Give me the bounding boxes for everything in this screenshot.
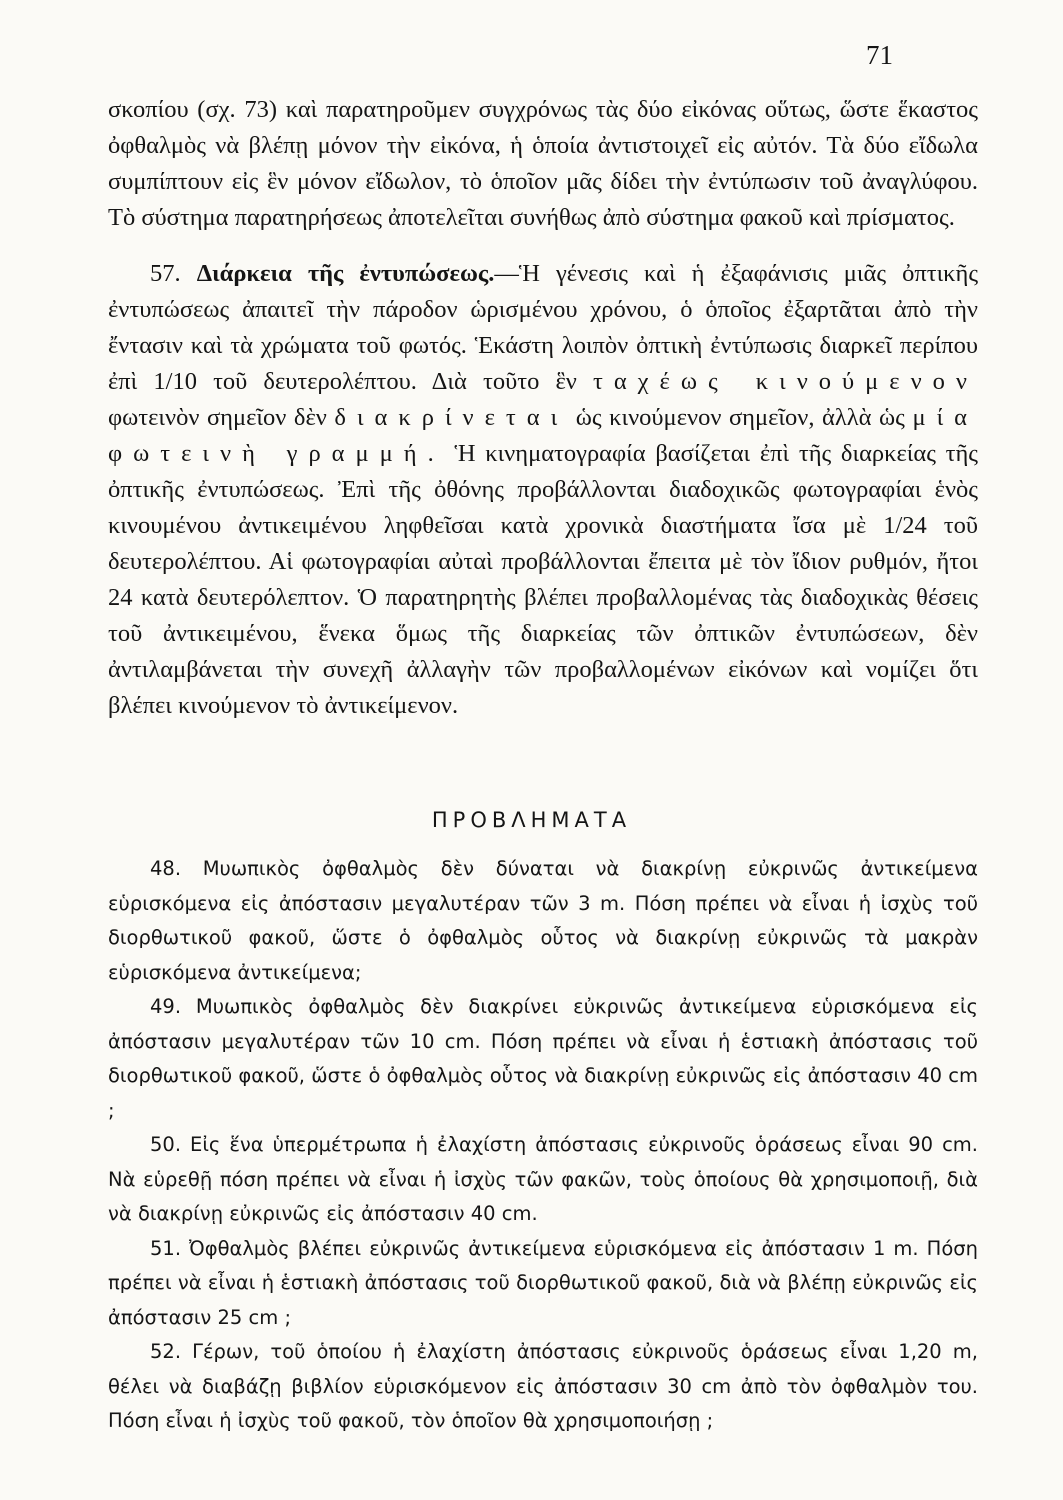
problem-52: 52. Γέρων, τοῦ ὁποίου ἡ ἐλαχίστη ἀπόστασις εὐκρινοῦς ὁράσεως εἶναι 1,20 m, θέλει νὰ διαβάζῃ βιβλίον εὑρισκόμενον εἰς ἀπόστασιν 30 cm ἀπὸ τὸν ὀφθαλμὸν του. Πόση εἶναι ἡ ἰσχὺς τοῦ φακοῦ, τὸν ὁποῖον θὰ χρησιμοποιήσῃ ; (108, 1340, 978, 1432)
problem-48: 48. Μυωπικὸς ὀφθαλμὸς δὲν δύναται νὰ διακρίνῃ εὐκρινῶς ἀντικείμενα εὑρισκόμενα εἰς ἀπόστασιν μεγαλυτέραν τῶν 3 m. Πόση πρέπει νὰ εἶναι ἡ ἰσχὺς τοῦ διορθωτικοῦ φακοῦ, ὥστε ὁ ὀφθαλμὸς οὗτος νὰ διακρίνῃ εὐκρινῶς τὰ μακρὰν εὑρισκόμενα ἀντικείμενα; (108, 857, 978, 984)
section-number: 57. (150, 260, 181, 287)
section-title: Διάρκεια τῆς ἐντυπώσεως. (196, 260, 495, 287)
spaced-phrase-3: μία φωτεινὴ γραμμή. (108, 404, 979, 467)
problem-51: 51. Ὀφθαλμὸς βλέπει εὐκρινῶς ἀντικείμενα εὑρισκόμενα εἰς ἀπόστασιν 1 m. Πόση πρέπει νὰ εἶναι ἡ ἑστιακὴ ἀπόστασις τοῦ διορθωτικοῦ φακοῦ, διὰ νὰ βλέπῃ εὐκρινῶς εἰς ἀπόστασιν 25 cm ; (108, 1236, 978, 1329)
problem-49: 49. Μυωπικὸς ὀφθαλμὸς δὲν διακρίνει εὐκρινῶς ἀντικείμενα εὑρισκόμενα εἰς ἀπόστασιν μεγαλυτέραν τῶν 10 cm. Πόση πρέπει νὰ εἶναι ἡ ἑστιακὴ ἀπόστασις τοῦ διορθωτικοῦ φακοῦ, ὥστε ὁ ὀφθαλμὸς οὗτος νὰ διακρίνῃ εὐκρινῶς εἰς ἀπόστασιν 40 cm ; (108, 995, 978, 1122)
section-57 (108, 256, 978, 724)
section-text-4: Ἡ κινηματογραφία βασίζεται ἐπὶ τῆς διαρκείας τῆς ὀπτικῆς ἐντυπώσεως. Ἐπὶ τῆς ὀθόνης προβάλλονται διαδοχικῶς φωτογραφίαι ἑνὸς κινουμένου ἀντικειμένου ληφθεῖσαι κατὰ χρονικὰ διαστήματα ἴσα μὲ 1/24 τοῦ δευτερολέπτου. Αἱ φωτογραφίαι αὐταὶ προβάλλονται ἔπειτα μὲ τὸν ἴδιον ρυθμόν, ἤτοι 24 κατὰ δευτερόλεπτον. Ὁ παρατηρητὴς βλέπει προβαλλομένας τὰς διαδοχικὰς θέσεις τοῦ ἀντικειμένου, ἕνεκα ὅμως τῆς διαρκείας τῶν ὀπτικῶν ἐντυπώσεων, δὲν ἀντιλαμβάνεται τὴν συνεχῆ ἀλλαγὴν τῶν προβαλλομένων εἰκόνων καὶ νομίζει ὅτι βλέπει κινούμενον τὸ ἀντικείμενον. (108, 440, 978, 719)
problems-list (108, 852, 978, 1439)
section-text-1: —Ἡ γένεσις καὶ ἡ ἐξαφάνισις μιᾶς ὀπτικῆς ἐντυπώσεως ἀπαιτεῖ τὴν πάροδον ὡρισμένου χρόνου, ὁ ὁποῖος ἐξαρτᾶται ἀπὸ τὴν ἔντασιν καὶ τὰ χρώματα τοῦ φωτός. Ἑκάστη λοιπὸν ὀπτικὴ ἐντύπωσις διαρκεῖ περίπου ἐπὶ 1/10 τοῦ δευτερολέπτου. Διὰ τοῦτο ἓν (108, 260, 979, 395)
problem-50: 50. Εἰς ἕνα ὑπερμέτρωπα ἡ ἐλαχίστη ἀπόστασις εὐκρινοῦς ὁράσεως εἶναι 90 cm. Νὰ εὑρεθῇ πόση πρέπει νὰ εἶναι ἡ ἰσχὺς τῶν φακῶν, τοὺς ὁποίους θὰ χρησιμοποιῇ, διὰ νὰ διακρίνῃ εὐκρινῶς εἰς ἀπόστασιν 40 cm. (108, 1133, 978, 1225)
paragraph-stereoscope: σκοπίου (σχ. 73) καὶ παρατηροῦμεν συγχρόνως τὰς δύο εἰκόνας οὕτως, ὥστε ἕκαστος ὀφθαλμὸς νὰ βλέπῃ μόνον τὴν εἰκόνα, ἡ ὁποία ἀντιστοιχεῖ εἰς αὐτόν. Τὰ δύο εἴδωλα συμπίπτουν εἰς ἓν μόνον εἴδωλον, τὸ ὁποῖον μᾶς δίδει τὴν ἐντύπωσιν τοῦ ἀναγλύφου. Τὸ σύστημα παρατηρήσεως ἀποτελεῖται συνήθως ἀπὸ σύστημα φακοῦ καὶ πρίσματος. (108, 96, 978, 231)
spaced-phrase-1: ταχέως κινούμενον (592, 368, 978, 395)
section-text-3: ὡς κινούμενον σημεῖον, ἀλλὰ ὡς (575, 404, 905, 431)
problems-heading: ΠΡΟΒΛΗΜΑΤΑ (431, 808, 632, 832)
page-number: 71 (866, 40, 893, 70)
section-text-2: φωτεινὸν σημεῖον δὲν (108, 404, 327, 431)
spaced-phrase-2: διακρίνεται (334, 404, 569, 431)
body-text (108, 92, 978, 724)
